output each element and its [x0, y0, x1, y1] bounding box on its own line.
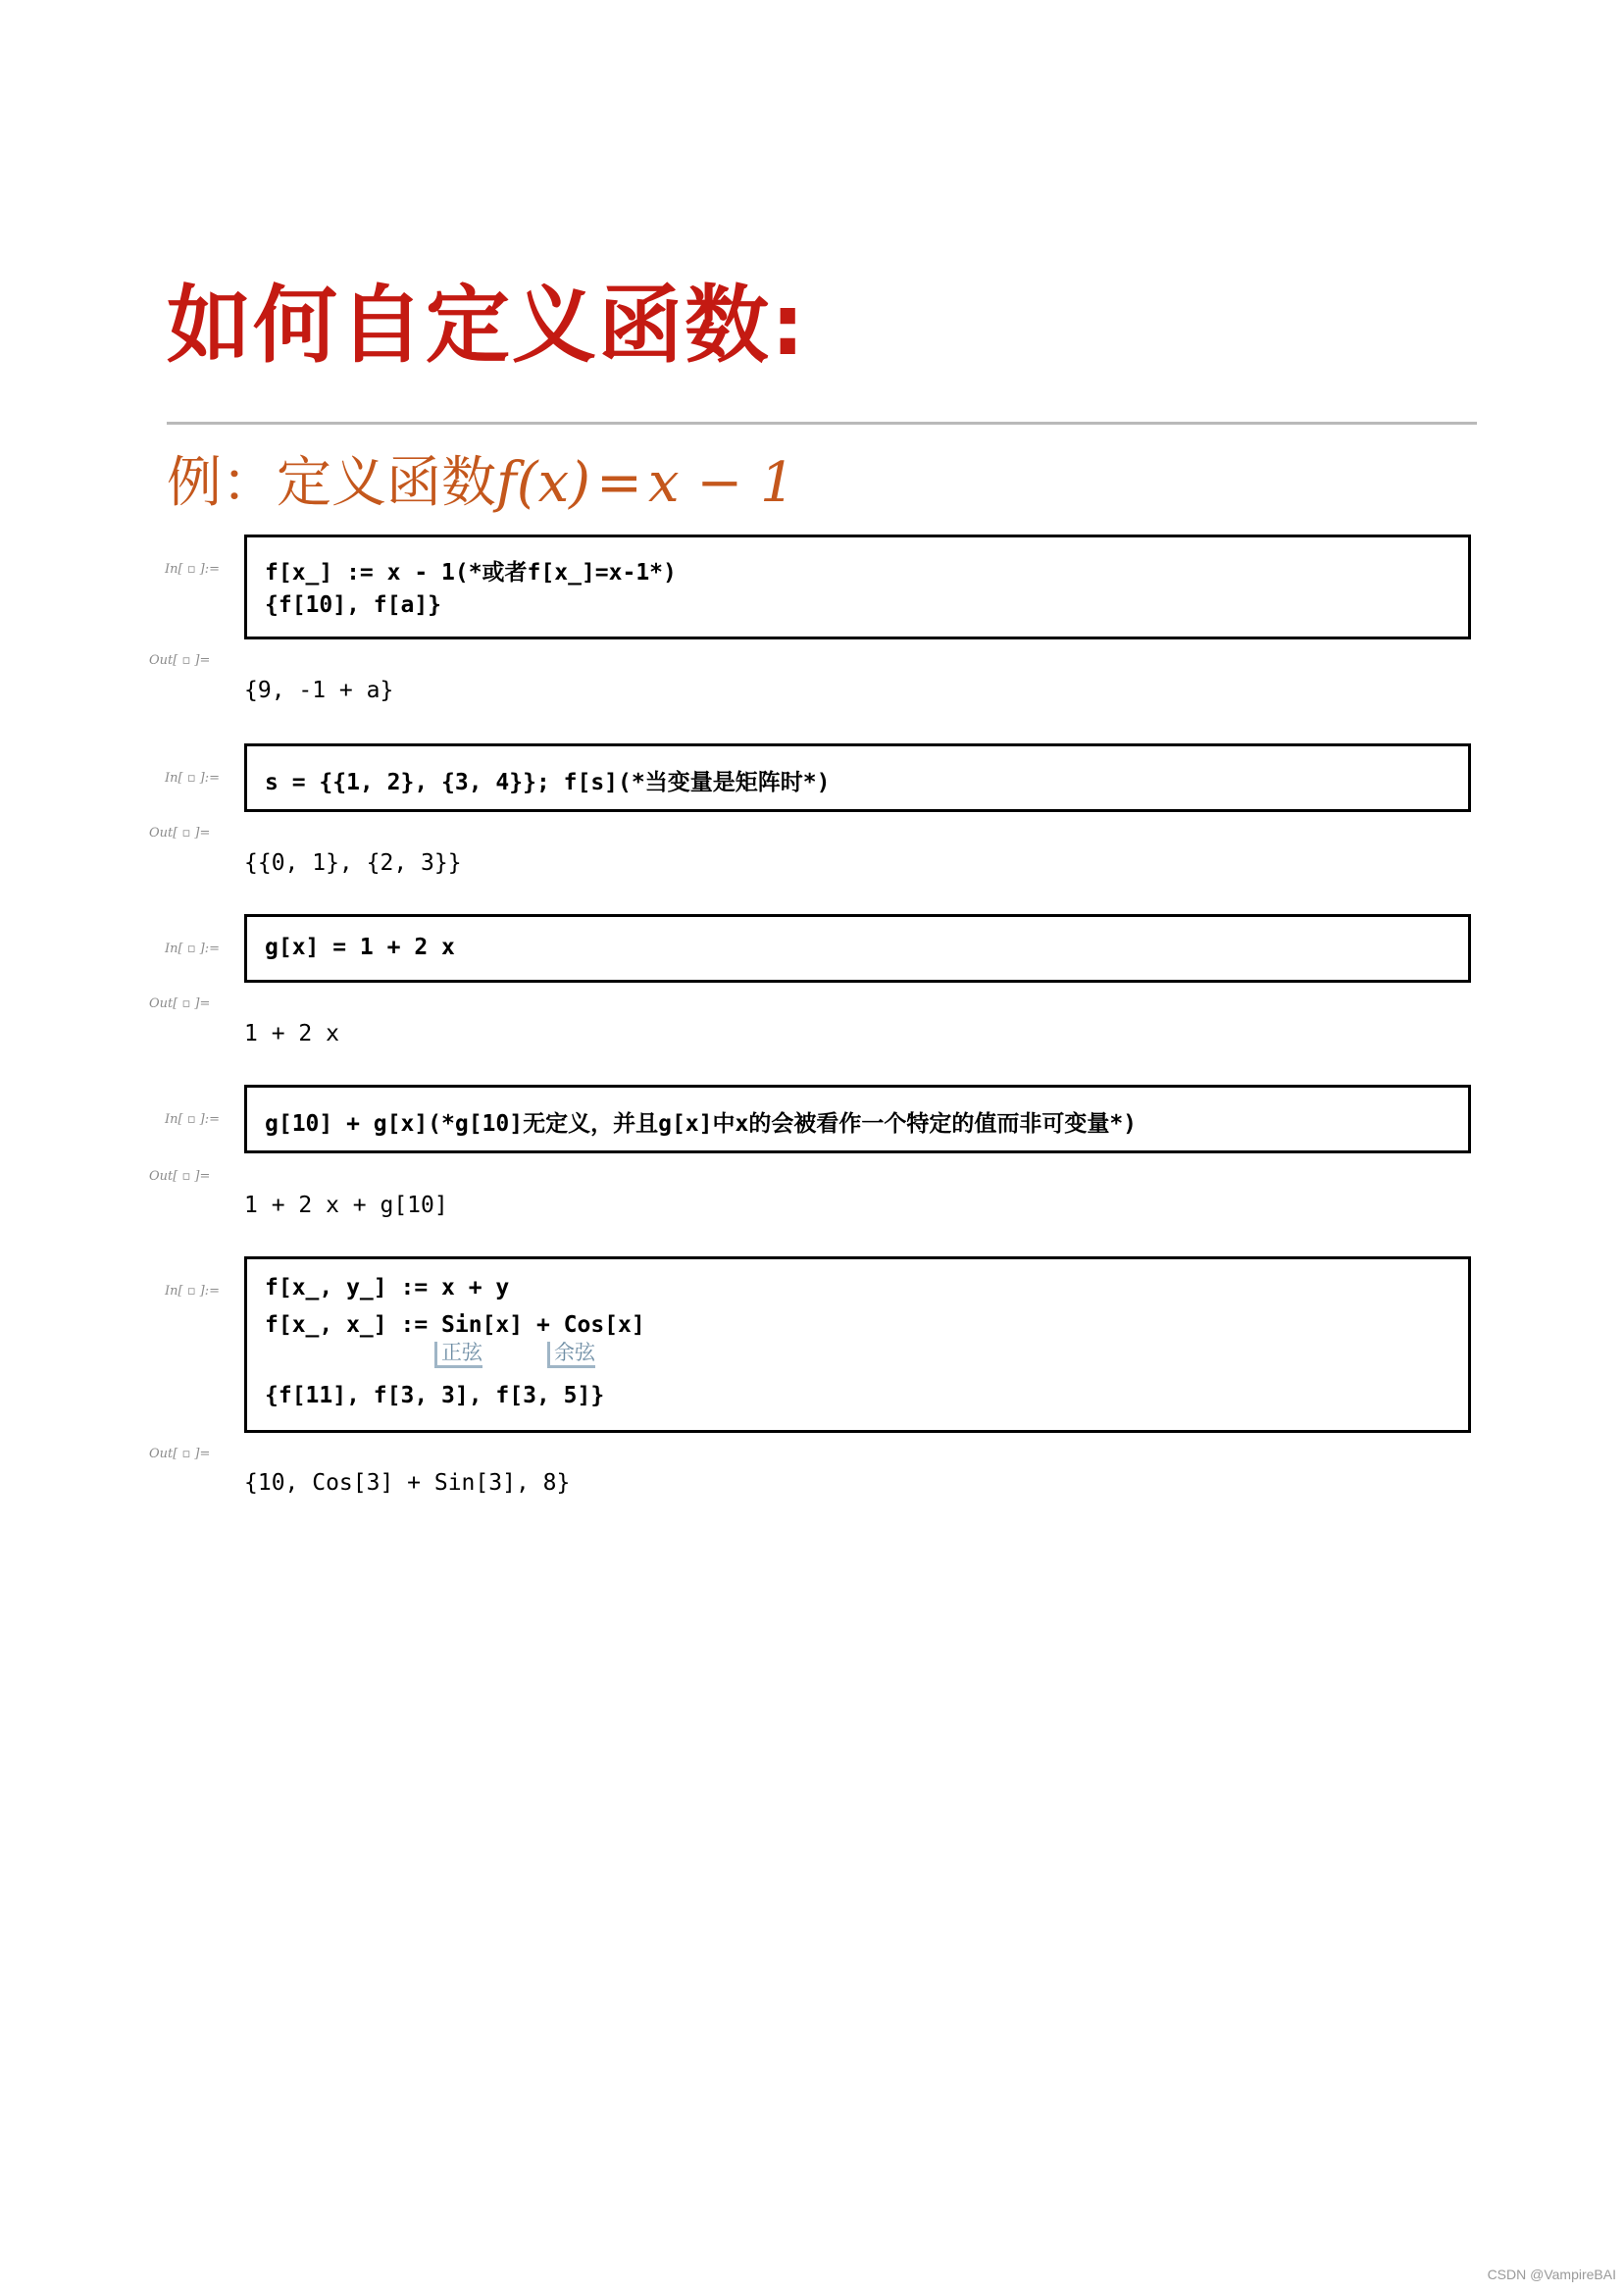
- in-label: In[ ▫ ]:=: [165, 562, 220, 577]
- output-cell-2: {{0, 1}, {2, 3}}: [244, 850, 462, 876]
- input-cell-2[interactable]: [244, 743, 1471, 812]
- in-label: In[ ▫ ]:=: [165, 771, 220, 786]
- watermark: CSDN @VampireBAI: [1487, 2267, 1616, 2282]
- input-cell-5[interactable]: [244, 1256, 1471, 1433]
- sin-annotation: 正弦: [434, 1342, 482, 1368]
- formula-equals: =: [596, 451, 642, 515]
- formula-rhs: x − 1: [647, 451, 795, 515]
- code-line[interactable]: g[x] = 1 + 2 x: [265, 935, 455, 960]
- formula-lhs: f(x): [496, 451, 591, 515]
- section-heading: [167, 439, 795, 518]
- input-cell-1[interactable]: [244, 535, 1471, 639]
- output-cell-5: {10, Cos[3] + Sin[3], 8}: [244, 1470, 571, 1496]
- out-label: Out[ ▫ ]=: [149, 1447, 211, 1461]
- cos-annotation: 余弦: [547, 1342, 595, 1368]
- input-cell-4[interactable]: [244, 1085, 1471, 1153]
- in-label: In[ ▫ ]:=: [165, 942, 220, 956]
- output-cell-1: {9, -1 + a}: [244, 678, 394, 703]
- code-line[interactable]: f[x_, x_] := Sin[x] + Cos[x]: [265, 1312, 645, 1338]
- output-cell-3: 1 + 2 x: [244, 1021, 339, 1046]
- in-label: In[ ▫ ]:=: [165, 1284, 220, 1299]
- code-line[interactable]: s = {{1, 2}, {3, 4}}; f[s](*当变量是矩阵时*): [265, 770, 831, 795]
- title-divider: [167, 422, 1477, 425]
- code-line[interactable]: {f[10], f[a]}: [265, 592, 442, 618]
- page-title: 如何自定义函数:: [167, 277, 807, 375]
- out-label: Out[ ▫ ]=: [149, 653, 211, 668]
- out-label: Out[ ▫ ]=: [149, 996, 211, 1011]
- in-label: In[ ▫ ]:=: [165, 1112, 220, 1127]
- input-cell-3[interactable]: [244, 914, 1471, 983]
- code-line[interactable]: {f[11], f[3, 3], f[3, 5]}: [265, 1383, 605, 1408]
- out-label: Out[ ▫ ]=: [149, 826, 211, 841]
- code-line[interactable]: g[10] + g[x](*g[10]无定义，并且g[x]中x的会被看作一个特定的值而非可变量*): [265, 1111, 1138, 1137]
- output-cell-4: 1 + 2 x + g[10]: [244, 1193, 448, 1218]
- section-heading-prefix: 例：定义函数: [167, 451, 496, 515]
- out-label: Out[ ▫ ]=: [149, 1169, 211, 1184]
- code-line[interactable]: f[x_, y_] := x + y: [265, 1275, 510, 1300]
- code-line[interactable]: f[x_] := x - 1(*或者f[x_]=x-1*): [265, 560, 677, 586]
